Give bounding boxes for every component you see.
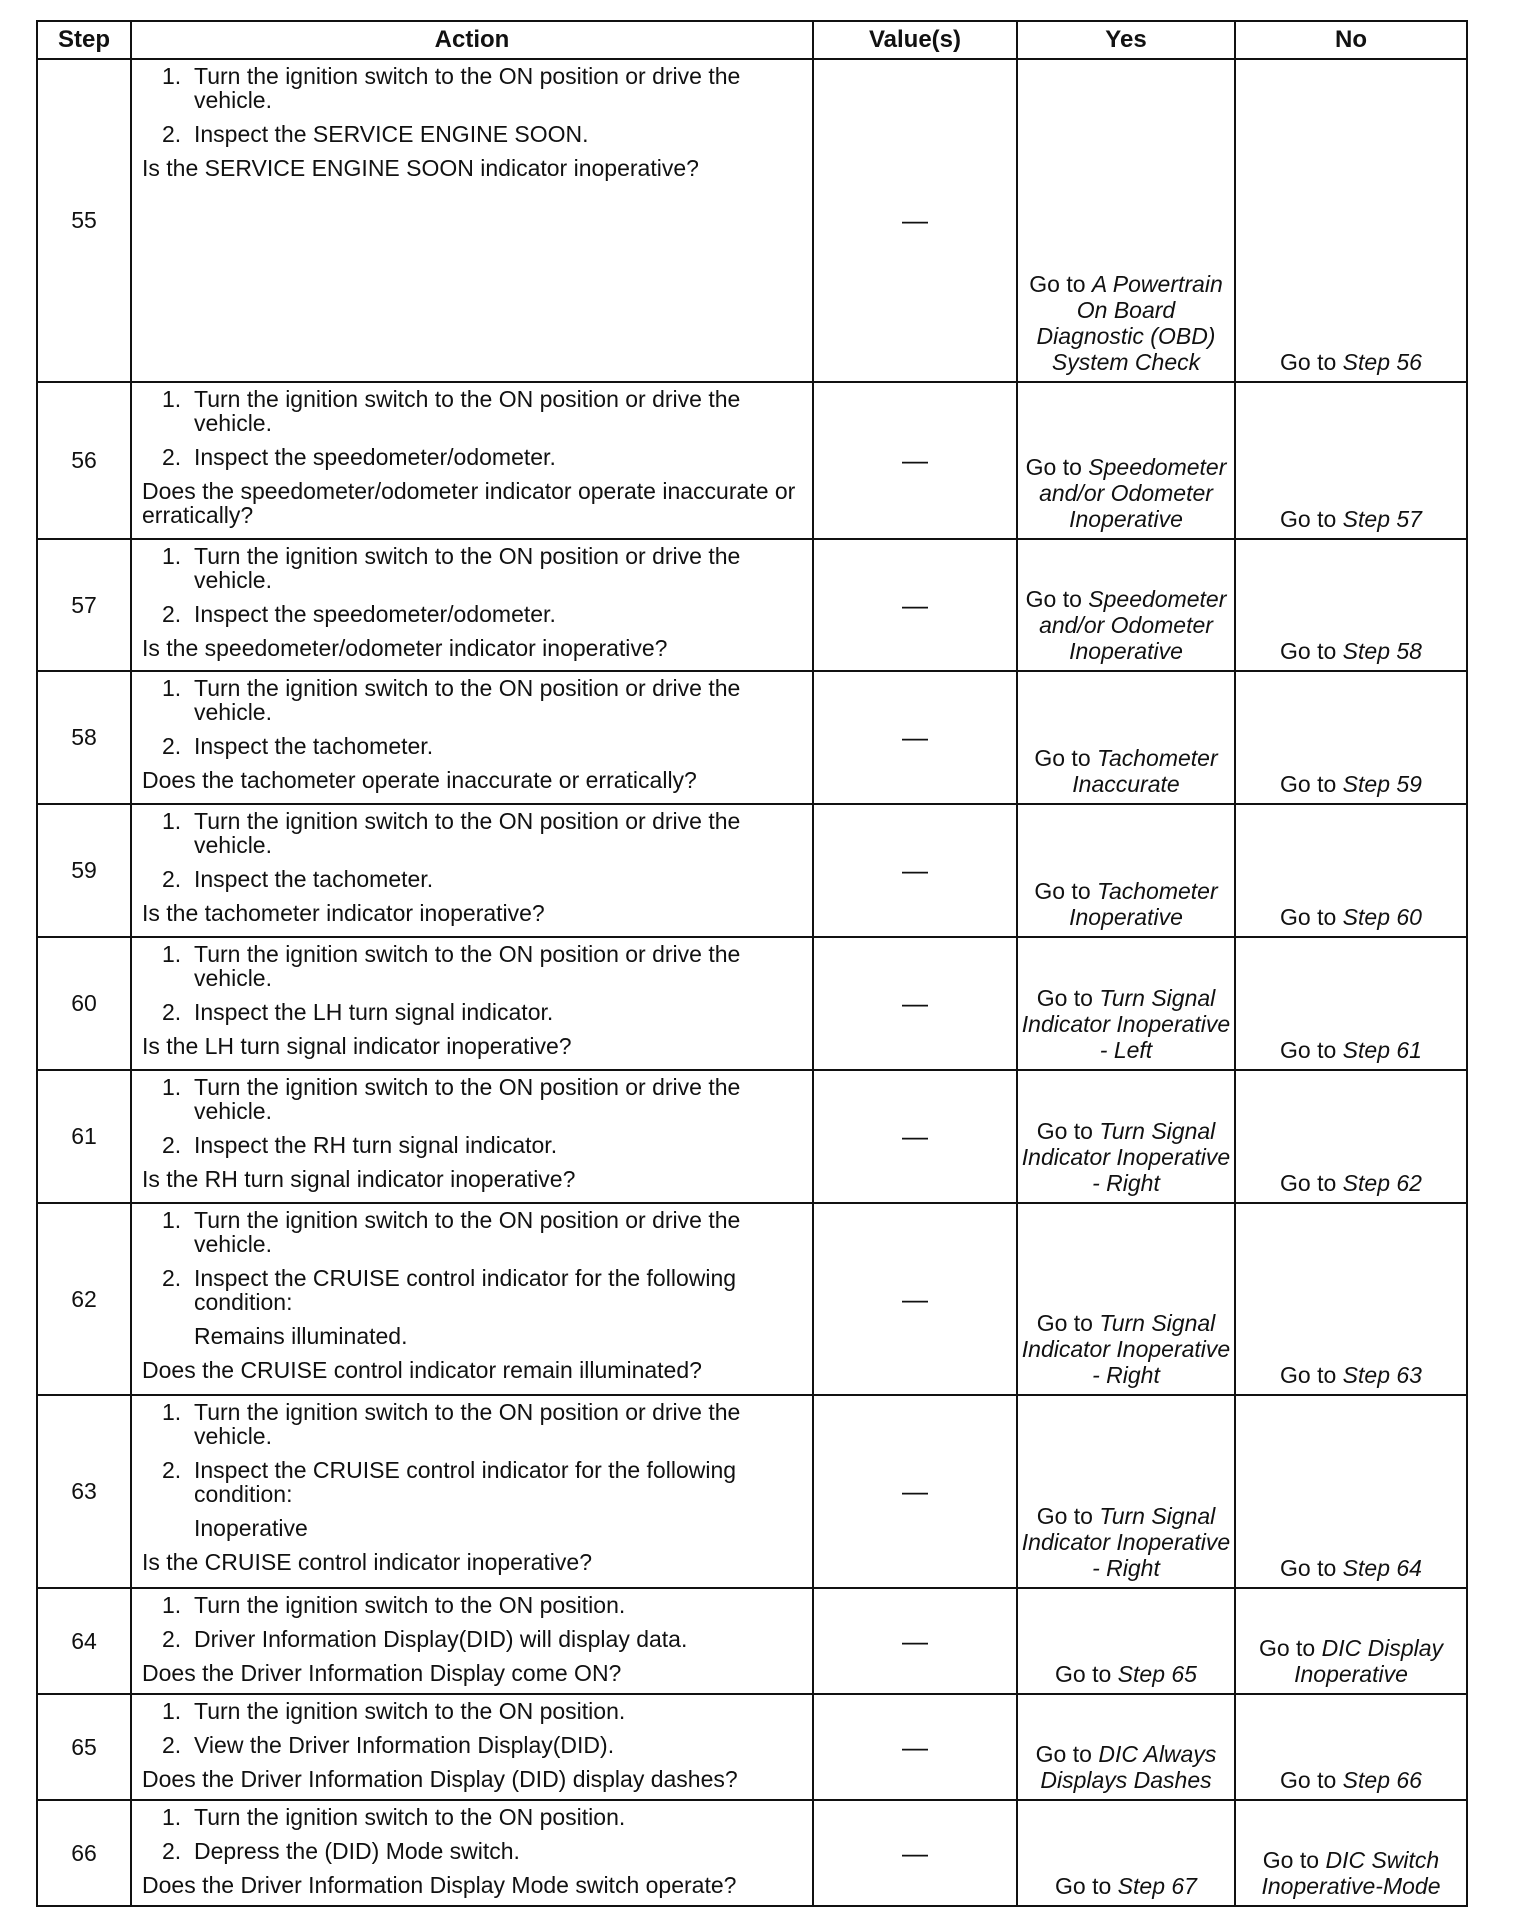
yes-target-link[interactable]: Turn Signal Indicator Inoperative - Left: [1021, 985, 1231, 1063]
value-cell: —: [813, 1800, 1017, 1906]
header-action: Action: [131, 21, 813, 59]
action-step-text: Inspect the RH turn signal indicator.: [194, 1132, 558, 1158]
step-number: 58: [37, 671, 131, 804]
step-number: 63: [37, 1395, 131, 1588]
yes-prefix: Go to: [1029, 271, 1086, 297]
no-target-link[interactable]: Step 64: [1342, 1555, 1422, 1581]
action-step-text: Turn the ignition switch to the ON position.: [194, 1698, 626, 1724]
no-target-link[interactable]: DIC Display Inoperative: [1294, 1635, 1444, 1687]
action-step-number: 1.: [162, 941, 182, 967]
table-row: [37, 1203, 1467, 1395]
action-cell: [131, 1588, 813, 1694]
value-cell: —: [813, 59, 1017, 382]
header-step: Step: [37, 21, 131, 59]
action-step-number: 2.: [162, 601, 182, 627]
action-step: [162, 734, 804, 758]
value-cell: —: [813, 539, 1017, 671]
action-step: [162, 387, 804, 435]
yes-cell: [1017, 382, 1235, 539]
no-target-link[interactable]: Step 56: [1342, 349, 1422, 375]
action-step-number: 1.: [162, 1399, 182, 1425]
yes-cell: [1017, 671, 1235, 804]
action-cell: [131, 382, 813, 539]
yes-target-link[interactable]: Speedometer and/or Odometer Inoperative: [1039, 454, 1227, 532]
no-prefix: Go to: [1280, 349, 1337, 375]
yes-target-link[interactable]: Step 67: [1117, 1873, 1197, 1899]
no-cell: [1235, 1395, 1467, 1588]
action-step: [162, 1000, 804, 1024]
action-step-number: 2.: [162, 1132, 182, 1158]
table-row: [37, 671, 1467, 804]
action-step: [162, 1805, 804, 1829]
action-step-text: Turn the ignition switch to the ON position or drive the vehicle.: [194, 1399, 741, 1449]
action-step-number: 2.: [162, 1457, 182, 1483]
action-cell: [131, 1395, 813, 1588]
yes-prefix: Go to: [1034, 878, 1091, 904]
step-number: 56: [37, 382, 131, 539]
action-step: [162, 1133, 804, 1157]
action-step: [162, 1699, 804, 1723]
action-question: Is the LH turn signal indicator inoperative?: [142, 1033, 572, 1059]
table-row: [37, 1694, 1467, 1800]
action-step: [162, 1266, 804, 1314]
yes-cell: [1017, 1070, 1235, 1203]
step-number: 65: [37, 1694, 131, 1800]
header-values: Value(s): [813, 21, 1017, 59]
value-cell: —: [813, 1395, 1017, 1588]
action-step-text: Turn the ignition switch to the ON position or drive the vehicle.: [194, 386, 741, 436]
action-step-text: Inspect the speedometer/odometer.: [194, 601, 556, 627]
action-condition: Remains illuminated.: [194, 1323, 408, 1349]
no-target-link[interactable]: Step 60: [1342, 904, 1422, 930]
action-step-number: 1.: [162, 1074, 182, 1100]
yes-target-link[interactable]: Turn Signal Indicator Inoperative - Right: [1021, 1310, 1231, 1388]
no-prefix: Go to: [1280, 904, 1337, 930]
no-prefix: Go to: [1280, 1767, 1337, 1793]
action-step-number: 1.: [162, 1804, 182, 1830]
no-target-link[interactable]: Step 61: [1342, 1037, 1422, 1063]
no-prefix: Go to: [1280, 771, 1337, 797]
yes-prefix: Go to: [1025, 586, 1082, 612]
value-cell: —: [813, 937, 1017, 1070]
action-step-text: Turn the ignition switch to the ON position or drive the vehicle.: [194, 543, 741, 593]
no-prefix: Go to: [1280, 506, 1337, 532]
step-number: 66: [37, 1800, 131, 1906]
action-step: [162, 809, 804, 857]
no-cell: [1235, 804, 1467, 937]
action-cell: [131, 1694, 813, 1800]
no-cell: [1235, 1588, 1467, 1694]
yes-prefix: Go to: [1036, 985, 1093, 1011]
header-no: No: [1235, 21, 1467, 59]
action-step-number: 2.: [162, 1626, 182, 1652]
action-cell: [131, 59, 813, 382]
no-cell: [1235, 1694, 1467, 1800]
action-step-number: 1.: [162, 543, 182, 569]
action-step: [162, 1627, 804, 1651]
action-question: Does the tachometer operate inaccurate or erratically?: [142, 767, 697, 793]
action-step-text: Inspect the tachometer.: [194, 866, 434, 892]
value-cell: —: [813, 1203, 1017, 1395]
action-step-text: Inspect the CRUISE control indicator for the following condition:: [194, 1265, 737, 1315]
no-cell: [1235, 1070, 1467, 1203]
action-step-number: 1.: [162, 1698, 182, 1724]
action-question: Is the RH turn signal indicator inoperative?: [142, 1166, 576, 1192]
action-cell: [131, 1203, 813, 1395]
table-row: [37, 1395, 1467, 1588]
action-step-text: View the Driver Information Display(DID).: [194, 1732, 615, 1758]
action-step: [162, 602, 804, 626]
action-step-text: Turn the ignition switch to the ON position or drive the vehicle.: [194, 675, 741, 725]
action-step: [162, 1075, 804, 1123]
yes-target-link[interactable]: Step 65: [1117, 1661, 1197, 1687]
no-prefix: Go to: [1258, 1635, 1316, 1661]
value-cell: —: [813, 1588, 1017, 1694]
no-cell: [1235, 1800, 1467, 1906]
table-row: [37, 804, 1467, 937]
yes-cell: [1017, 1395, 1235, 1588]
action-step: [162, 1733, 804, 1757]
action-step-text: Turn the ignition switch to the ON position.: [194, 1804, 626, 1830]
action-step-text: Inspect the CRUISE control indicator for the following condition:: [194, 1457, 737, 1507]
yes-cell: [1017, 1588, 1235, 1694]
table-body: [37, 59, 1467, 1906]
yes-prefix: Go to: [1036, 1503, 1093, 1529]
yes-cell: [1017, 59, 1235, 382]
action-condition: Inoperative: [194, 1515, 308, 1541]
table-row: [37, 382, 1467, 539]
action-step-text: Inspect the SERVICE ENGINE SOON.: [194, 121, 589, 147]
step-number: 59: [37, 804, 131, 937]
action-cell: [131, 1800, 813, 1906]
action-question: Does the Driver Information Display (DID) display dashes?: [142, 1766, 738, 1792]
action-step-number: 1.: [162, 808, 182, 834]
action-cell: [131, 1070, 813, 1203]
action-step: [162, 676, 804, 724]
yes-cell: [1017, 804, 1235, 937]
yes-target-link[interactable]: Turn Signal Indicator Inoperative - Right: [1021, 1503, 1231, 1581]
value-cell: —: [813, 671, 1017, 804]
table-header-row: [37, 21, 1467, 59]
step-number: 60: [37, 937, 131, 1070]
table-row: [37, 1070, 1467, 1203]
action-step-number: 2.: [162, 121, 182, 147]
yes-prefix: Go to: [1036, 1118, 1093, 1144]
no-target-link[interactable]: Step 62: [1342, 1170, 1422, 1196]
action-step-number: 1.: [162, 1592, 182, 1618]
table-row: [37, 1800, 1467, 1906]
action-step-text: Inspect the LH turn signal indicator.: [194, 999, 554, 1025]
step-number: 55: [37, 59, 131, 382]
action-step-text: Turn the ignition switch to the ON position or drive the vehicle.: [194, 808, 741, 858]
action-step: [162, 64, 804, 112]
action-question: Is the tachometer indicator inoperative?: [142, 900, 545, 926]
yes-target-link[interactable]: DIC Always Displays Dashes: [1040, 1741, 1217, 1793]
step-number: 57: [37, 539, 131, 671]
action-step-text: Turn the ignition switch to the ON position or drive the vehicle.: [194, 1207, 741, 1257]
no-cell: [1235, 59, 1467, 382]
no-target-link[interactable]: Step 66: [1342, 1767, 1422, 1793]
action-question: Does the CRUISE control indicator remain illuminated?: [142, 1357, 702, 1383]
yes-target-link[interactable]: Speedometer and/or Odometer Inoperative: [1039, 586, 1227, 664]
action-step: [162, 942, 804, 990]
yes-cell: [1017, 1694, 1235, 1800]
no-prefix: Go to: [1280, 1555, 1337, 1581]
no-target-link[interactable]: DIC Switch Inoperative-Mode: [1261, 1847, 1441, 1899]
action-step-number: 2.: [162, 733, 182, 759]
action-step-text: Driver Information Display(DID) will display data.: [194, 1626, 688, 1652]
value-cell: —: [813, 804, 1017, 937]
step-number: 61: [37, 1070, 131, 1203]
no-prefix: Go to: [1280, 1170, 1337, 1196]
yes-cell: [1017, 1800, 1235, 1906]
header-yes: Yes: [1017, 21, 1235, 59]
value-cell: —: [813, 1070, 1017, 1203]
action-step: [162, 867, 804, 891]
yes-prefix: Go to: [1034, 745, 1091, 771]
action-step-text: Inspect the speedometer/odometer.: [194, 444, 556, 470]
action-step: [162, 122, 804, 146]
no-prefix: Go to: [1280, 638, 1337, 664]
action-cell: [131, 937, 813, 1070]
action-question: Does the Driver Information Display Mode switch operate?: [142, 1872, 737, 1898]
action-step: [162, 1208, 804, 1256]
action-step-text: Turn the ignition switch to the ON position.: [194, 1592, 626, 1618]
table-row: [37, 59, 1467, 382]
action-step-text: Turn the ignition switch to the ON position or drive the vehicle.: [194, 63, 741, 113]
diagnostic-table: [36, 20, 1468, 1907]
action-step-text: Depress the (DID) Mode switch.: [194, 1838, 520, 1864]
no-cell: [1235, 937, 1467, 1070]
yes-target-link[interactable]: A Powertrain On Board Diagnostic (OBD) System Check: [1036, 271, 1223, 375]
no-prefix: Go to: [1262, 1847, 1320, 1873]
yes-cell: [1017, 1203, 1235, 1395]
yes-cell: [1017, 539, 1235, 671]
action-step-number: 2.: [162, 444, 182, 470]
no-cell: [1235, 382, 1467, 539]
action-cell: [131, 539, 813, 671]
action-step: [162, 1593, 804, 1617]
action-question: Is the CRUISE control indicator inoperative?: [142, 1549, 592, 1575]
no-prefix: Go to: [1280, 1037, 1337, 1063]
action-step-number: 1.: [162, 1207, 182, 1233]
action-step: [162, 1458, 804, 1506]
no-target-link[interactable]: Step 63: [1342, 1362, 1422, 1388]
action-step-text: Turn the ignition switch to the ON position or drive the vehicle.: [194, 941, 741, 991]
action-step-text: Turn the ignition switch to the ON position or drive the vehicle.: [194, 1074, 741, 1124]
action-question: Is the speedometer/odometer indicator inoperative?: [142, 635, 668, 661]
table-row: [37, 937, 1467, 1070]
yes-cell: [1017, 937, 1235, 1070]
yes-target-link[interactable]: Tachometer Inaccurate: [1072, 745, 1218, 797]
yes-prefix: Go to: [1035, 1741, 1092, 1767]
action-step-number: 2.: [162, 1838, 182, 1864]
action-question: Does the speedometer/odometer indicator operate inaccurate or erratically?: [142, 478, 796, 528]
no-target-link[interactable]: Step 57: [1342, 506, 1422, 532]
action-step-number: 1.: [162, 386, 182, 412]
action-step-number: 2.: [162, 1732, 182, 1758]
action-step-number: 2.: [162, 999, 182, 1025]
step-number: 64: [37, 1588, 131, 1694]
no-cell: [1235, 1203, 1467, 1395]
yes-prefix: Go to: [1055, 1661, 1112, 1687]
table-row: [37, 1588, 1467, 1694]
no-cell: [1235, 671, 1467, 804]
action-step-text: Inspect the tachometer.: [194, 733, 434, 759]
action-step-number: 2.: [162, 866, 182, 892]
yes-target-link[interactable]: Tachometer Inoperative: [1069, 878, 1218, 930]
table-row: [37, 539, 1467, 671]
action-step: [162, 544, 804, 592]
yes-target-link[interactable]: Turn Signal Indicator Inoperative - Right: [1021, 1118, 1231, 1196]
action-question: Does the Driver Information Display come ON?: [142, 1660, 622, 1686]
step-number: 62: [37, 1203, 131, 1395]
no-cell: [1235, 539, 1467, 671]
action-cell: [131, 804, 813, 937]
no-prefix: Go to: [1280, 1362, 1337, 1388]
yes-prefix: Go to: [1025, 454, 1082, 480]
action-question: Is the SERVICE ENGINE SOON indicator inoperative?: [142, 155, 699, 181]
action-step-number: 1.: [162, 63, 182, 89]
action-step: [162, 1400, 804, 1448]
action-step: [162, 445, 804, 469]
action-step-number: 1.: [162, 675, 182, 701]
yes-prefix: Go to: [1036, 1310, 1093, 1336]
no-target-link[interactable]: Step 59: [1342, 771, 1422, 797]
action-step: [162, 1839, 804, 1863]
value-cell: —: [813, 382, 1017, 539]
value-cell: —: [813, 1694, 1017, 1800]
no-target-link[interactable]: Step 58: [1342, 638, 1422, 664]
action-cell: [131, 671, 813, 804]
action-step-number: 2.: [162, 1265, 182, 1291]
yes-prefix: Go to: [1055, 1873, 1112, 1899]
